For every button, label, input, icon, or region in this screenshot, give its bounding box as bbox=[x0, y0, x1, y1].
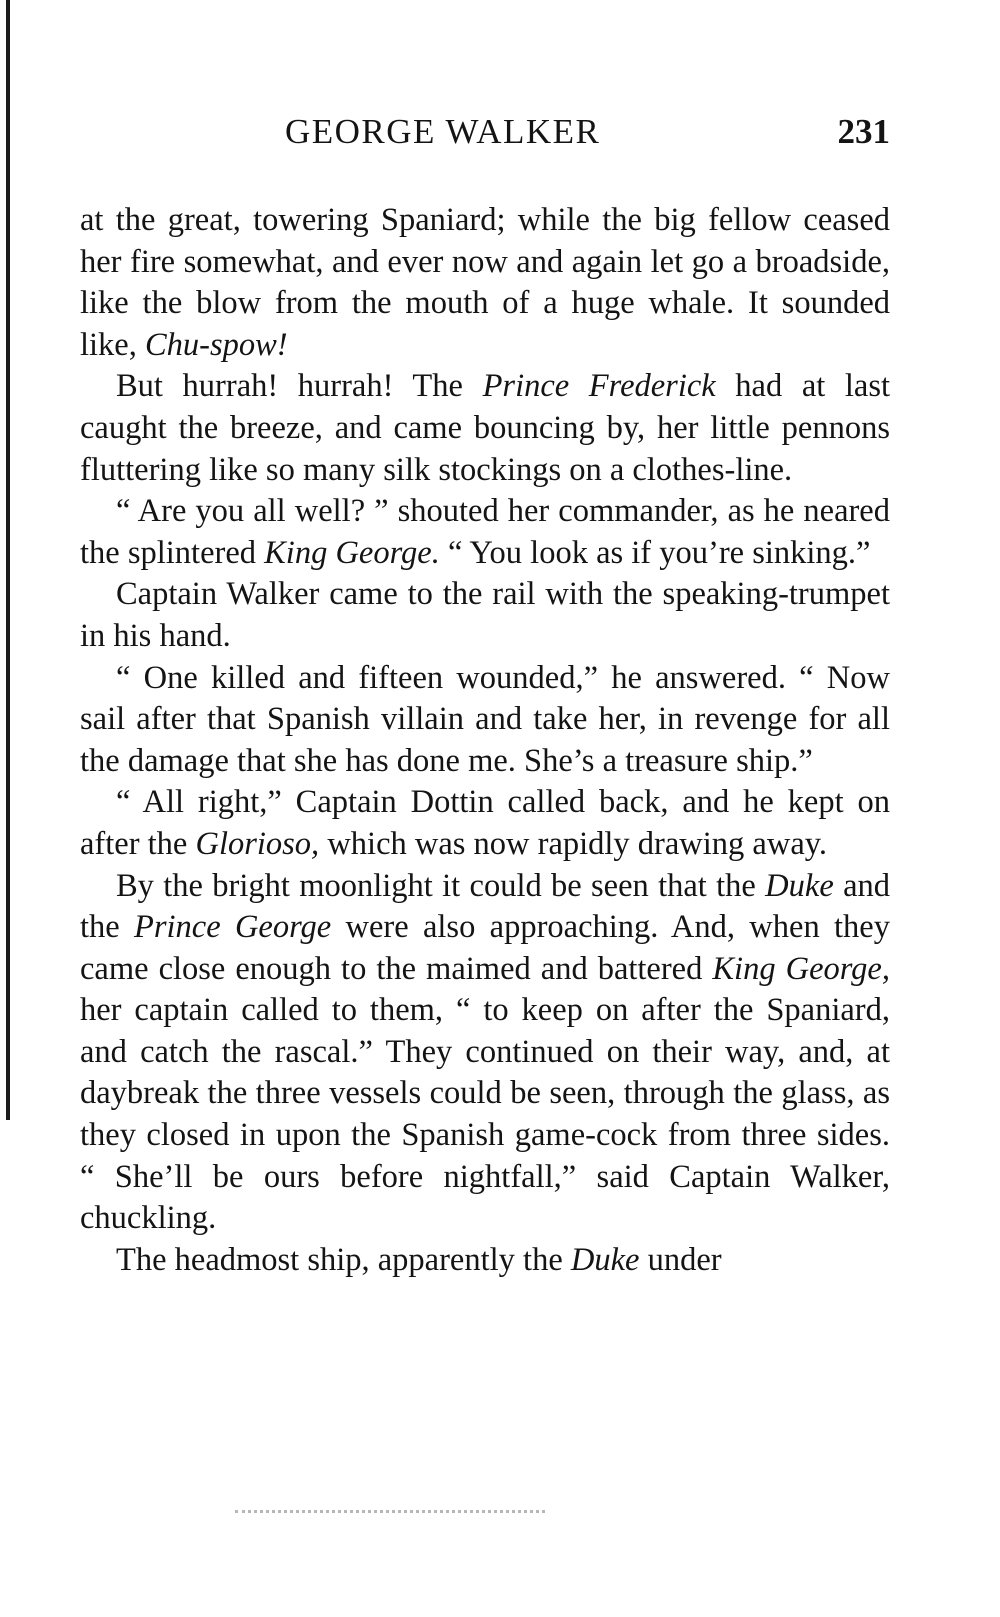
italic-text-run: Prince George bbox=[134, 909, 332, 946]
paragraph-3 bbox=[80, 491, 890, 574]
page-header bbox=[80, 112, 890, 162]
text-run: The headmost ship, apparently the bbox=[116, 1241, 571, 1278]
italic-text-run: Prince Frederick bbox=[482, 368, 716, 405]
text-run: But hurrah! hurrah! The bbox=[116, 368, 483, 405]
running-head: GEORGE WALKER bbox=[285, 112, 601, 151]
paragraph-5 bbox=[80, 658, 890, 783]
body-text bbox=[80, 200, 890, 1281]
text-run: By the bright moonlight it could be seen that the bbox=[116, 867, 766, 904]
italic-text-run: King George, bbox=[712, 950, 890, 987]
page-number: 231 bbox=[837, 112, 890, 151]
paragraph-4 bbox=[80, 574, 890, 657]
italic-text-run: King George. bbox=[264, 534, 440, 571]
text-run: “ One killed and fifteen wounded,” he answered. “ Now sail after that Spanish villain and take her, in revenge for all the damage that she has done me. She’s a treasure ship.” bbox=[80, 659, 890, 779]
binding-edge bbox=[6, 0, 10, 1120]
text-run: her captain called to them, “ to keep on after the Spaniard, and catch the rascal.” They continued on their way, and, at daybreak the three vessels could be seen, through the glass, as they closed in upon the Spanish game-cock from three sides. “ She’ll be ours before nightfall,” said Captain Walker, chuckling. bbox=[80, 992, 890, 1237]
paragraph-6 bbox=[80, 782, 890, 865]
text-run: had at last caught the breeze, and came bouncing by, her little pennons fluttering like so many silk stockings on a clothes-line. bbox=[80, 368, 891, 488]
paragraph-2 bbox=[80, 366, 890, 491]
text-run: under bbox=[639, 1241, 722, 1278]
faded-footer-marks bbox=[235, 1510, 545, 1516]
text-run: which was now rapidly drawing away. bbox=[319, 825, 828, 862]
text-run: “ Are you all well? ” shouted her commander, as he neared the splintered bbox=[80, 493, 890, 571]
italic-text-run: Duke bbox=[570, 1241, 640, 1278]
text-run: “ You look as if you’re sinking.” bbox=[439, 534, 871, 571]
text-run: “ All right,” Captain Dottin called back, and he kept on after the bbox=[80, 784, 890, 862]
text-run: Captain Walker came to the rail with the speaking-trumpet in his hand. bbox=[80, 576, 890, 654]
text-run: and the bbox=[80, 867, 890, 946]
italic-text-run: Chu-spow! bbox=[144, 326, 288, 363]
text-run: were also approaching. And, when they came close enough to the maimed and battered bbox=[80, 909, 890, 987]
italic-text-run: Duke bbox=[765, 867, 834, 904]
paragraph-8 bbox=[80, 1240, 890, 1282]
italic-text-run: Glorioso, bbox=[195, 825, 320, 862]
paragraph-7 bbox=[80, 866, 890, 1240]
text-run: at the great, towering Spaniard; while the big fellow ceased her fire somewhat, and ever now and again let go a broadside, like the blow from the mouth of a huge whale. It sounded like, bbox=[80, 202, 890, 363]
paragraph-1 bbox=[80, 200, 890, 366]
